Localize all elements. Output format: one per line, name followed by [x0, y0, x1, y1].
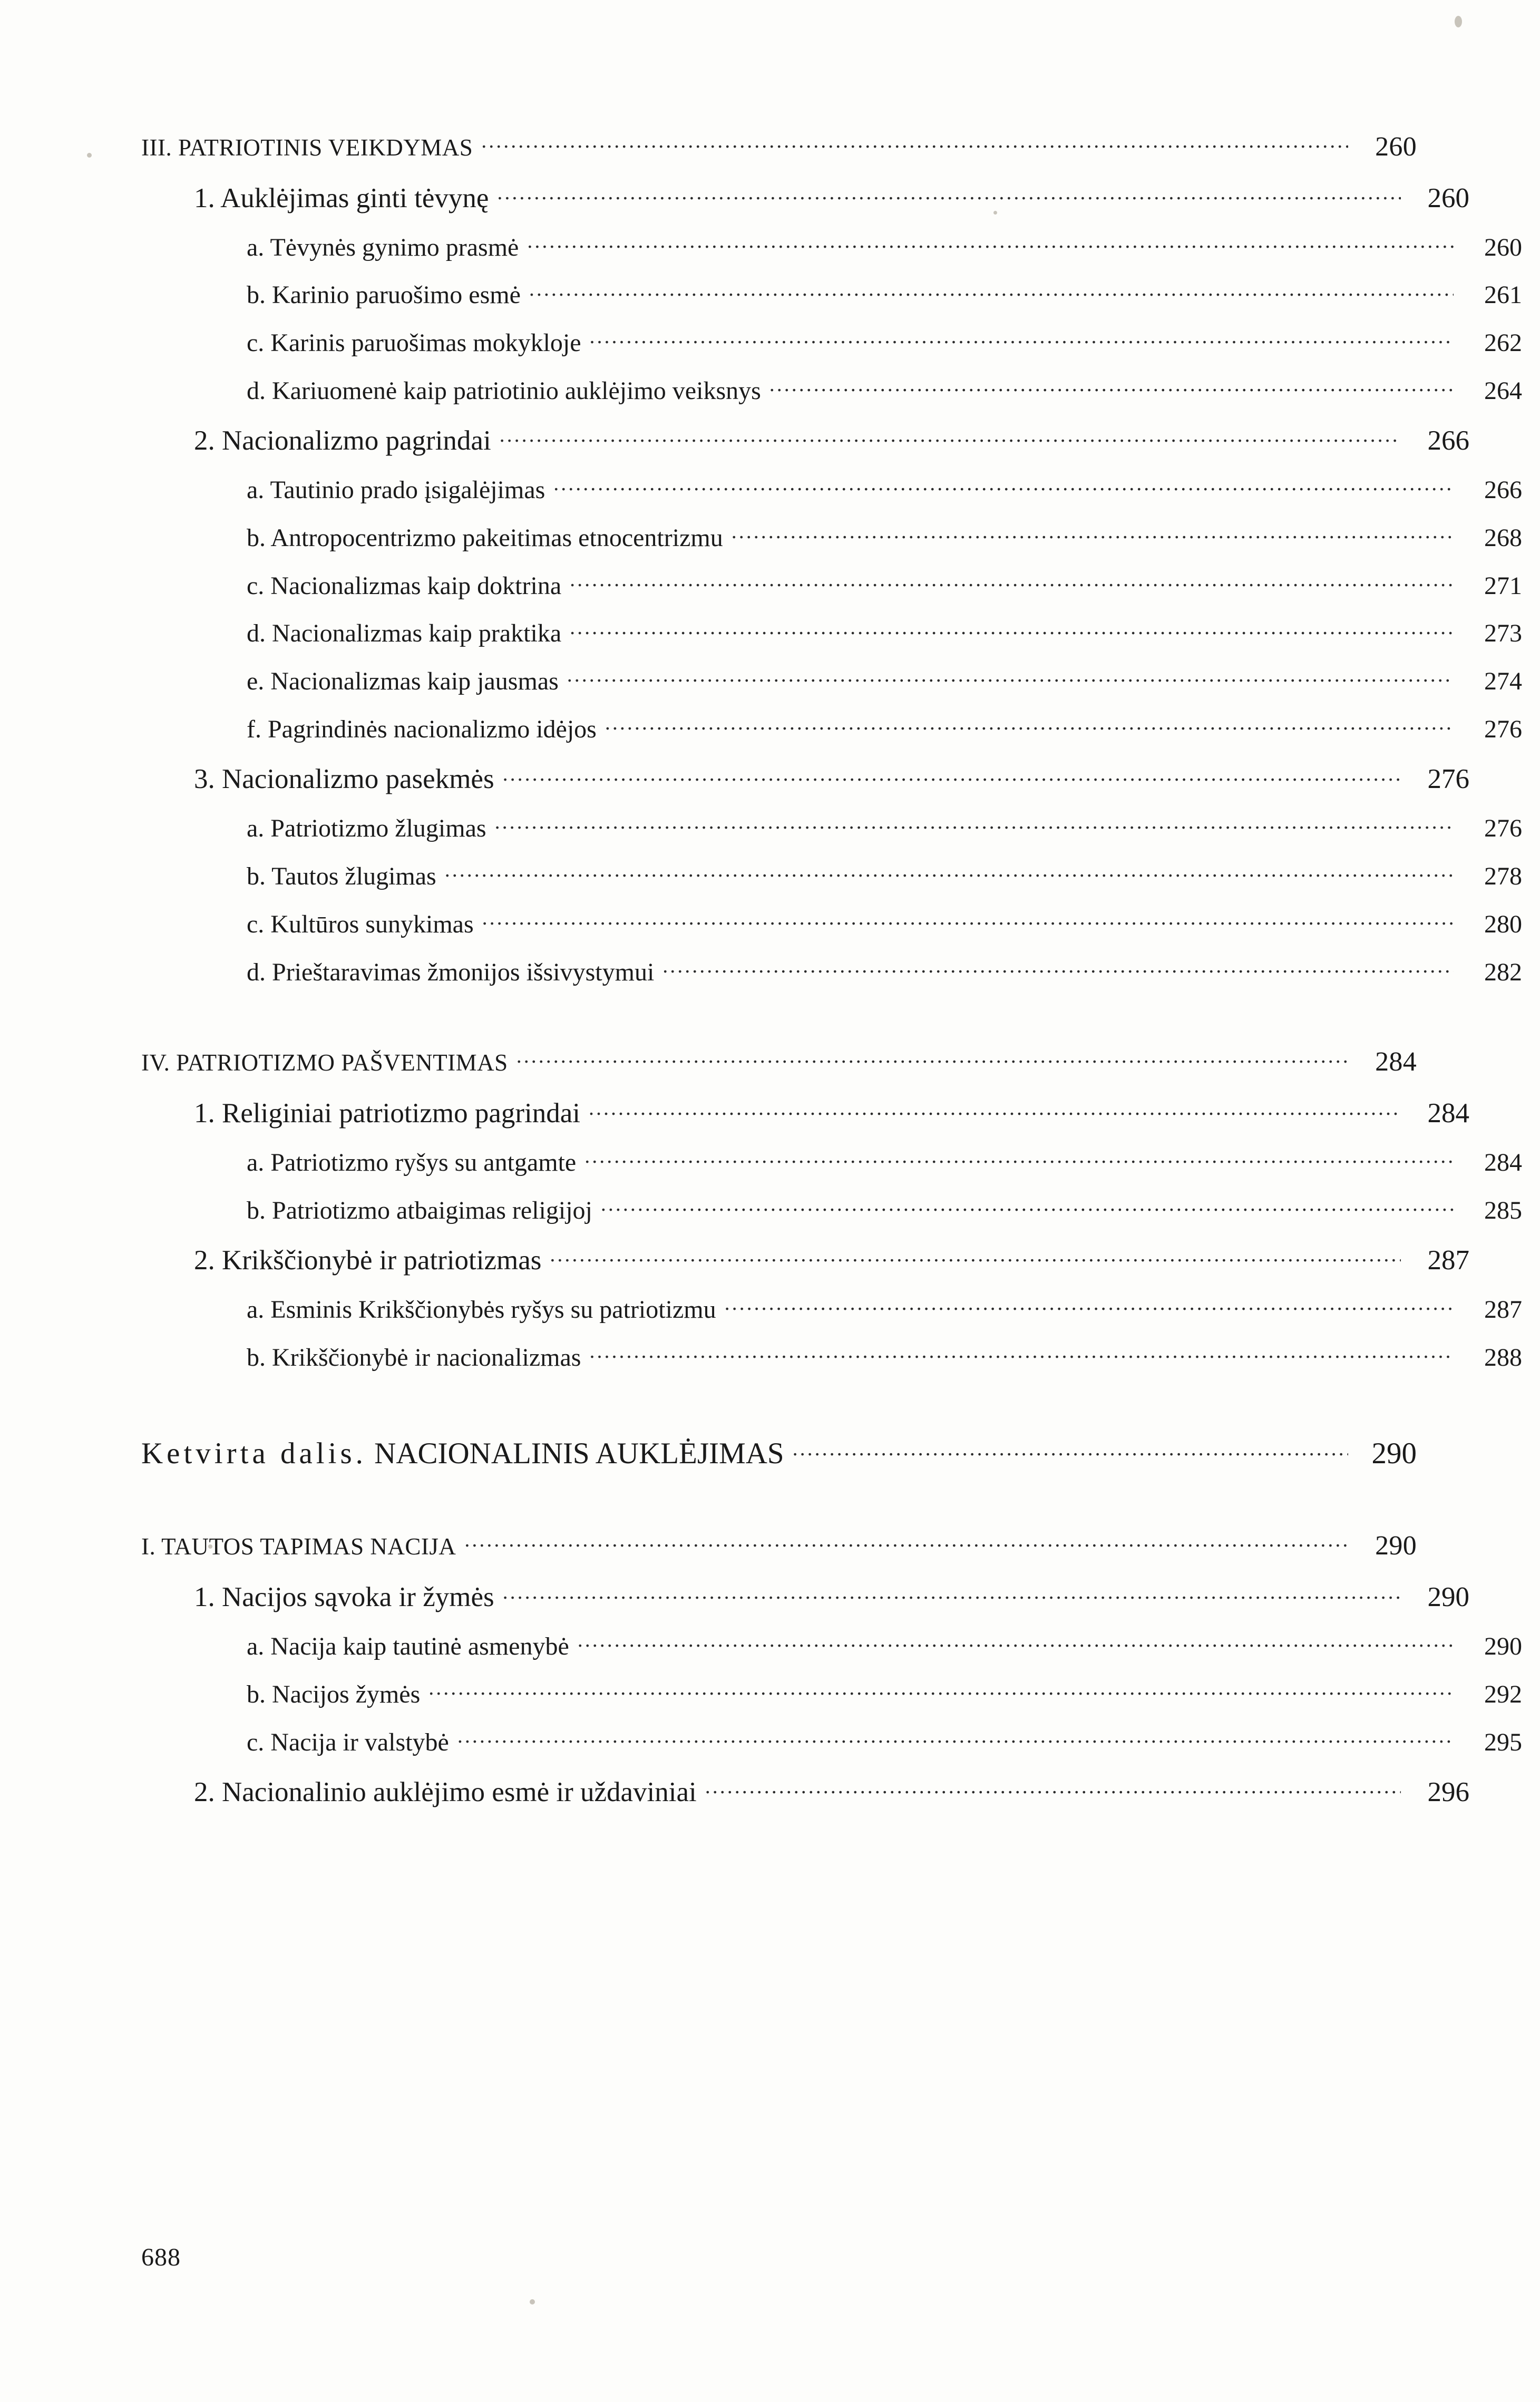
toc-leader-dots	[605, 709, 1454, 737]
toc-leader-dots	[497, 177, 1401, 207]
toc-entry-label: b. Antropocentrizmo pakeitimas etnocentrizmu	[247, 523, 723, 552]
toc-entry-page-number: 276	[1484, 715, 1522, 744]
toc-entry-label: 2. Krikščionybė ir patriotizmas	[194, 1245, 542, 1276]
toc-entry-label: d. Prieštaravimas žmonijos išsivystymui	[247, 958, 655, 986]
toc-leader-dots	[578, 1627, 1454, 1655]
toc-leader-dots	[503, 757, 1401, 788]
page-speck	[1455, 16, 1462, 27]
toc-entry-label: f. Pagrindinės nacionalizmo idėjos	[247, 715, 597, 744]
toc-group	[141, 1529, 1522, 1808]
toc-entry[interactable]	[141, 757, 1469, 795]
toc-entry-label: a. Esminis Krikščionybės ryšys su patriotizmu	[247, 1296, 716, 1324]
toc-entry-label: a. Nacija kaip tautinė asmenybė	[247, 1632, 569, 1661]
toc-entry[interactable]	[141, 614, 1522, 648]
toc-entry[interactable]	[141, 1143, 1522, 1177]
toc-leader-dots	[725, 1290, 1454, 1318]
toc-entry-page-number: 288	[1484, 1343, 1522, 1372]
toc-entry-page-number: 260	[1427, 182, 1469, 213]
toc-entry[interactable]	[141, 1191, 1522, 1225]
toc-entry-label: III. PATRIOTINIS VEIKDYMAS	[141, 134, 473, 161]
toc-entry[interactable]	[141, 905, 1522, 939]
toc-entry-page-number: 276	[1427, 764, 1469, 795]
toc-leader-dots	[567, 662, 1454, 689]
toc-entry-page-number: 287	[1484, 1296, 1522, 1324]
toc-leader-dots	[495, 809, 1454, 837]
toc-entry-label: e. Nacionalizmas kaip jausmas	[247, 667, 559, 696]
toc-entry-page-number: 261	[1484, 281, 1522, 309]
toc-entry-label: 3. Nacionalizmo pasekmės	[194, 764, 494, 795]
toc-entry-label: IV. PATRIOTIZMO PAŠVENTIMAS	[141, 1049, 508, 1076]
toc-entry[interactable]	[141, 371, 1522, 405]
toc-leader-dots	[481, 129, 1348, 155]
toc-entry-page-number: 278	[1484, 862, 1522, 890]
toc-leader-dots	[464, 1529, 1348, 1555]
toc-entry-page-number: 290	[1484, 1632, 1522, 1661]
toc-entry[interactable]	[141, 323, 1522, 357]
toc-entry-label: 1. Auklėjimas ginti tėvynę	[194, 182, 489, 213]
toc-entry[interactable]	[141, 177, 1469, 214]
toc-entry[interactable]	[141, 1576, 1469, 1613]
toc-entry-page-number: 290	[1371, 1436, 1417, 1470]
toc-entry-page-number: 276	[1484, 814, 1522, 843]
toc-entry-page-number: 260	[1484, 233, 1522, 261]
toc-leader-dots	[732, 518, 1454, 546]
toc-entry[interactable]	[141, 228, 1522, 262]
toc-entry[interactable]	[141, 1771, 1469, 1808]
toc-entry-label: 1. Nacijos sąvoka ir žymės	[194, 1582, 494, 1613]
toc-entry-page-number: 260	[1375, 131, 1417, 162]
toc-entry-label: c. Kultūros sunykimas	[247, 910, 474, 938]
toc-leader-dots	[500, 419, 1401, 450]
toc-leader-dots	[584, 1143, 1454, 1171]
toc-entry[interactable]	[141, 566, 1522, 600]
toc-leader-dots	[529, 276, 1454, 304]
toc-entry[interactable]	[141, 1045, 1417, 1078]
toc-entry[interactable]	[141, 129, 1417, 162]
toc-group-spacer	[141, 1000, 1417, 1045]
table-of-contents	[141, 129, 1522, 1822]
toc-leader-dots	[570, 614, 1454, 642]
toc-entry-page-number: 284	[1375, 1047, 1417, 1077]
toc-entry-page-number: 290	[1375, 1531, 1417, 1561]
toc-entry-label	[141, 1436, 792, 1471]
toc-entry-label: a. Tautinio prado įsigalėjimas	[247, 476, 545, 504]
toc-entry-page-number: 274	[1484, 667, 1522, 696]
toc-entry-page-number: 285	[1484, 1196, 1522, 1224]
toc-entry[interactable]	[141, 857, 1522, 891]
toc-leader-dots	[662, 952, 1454, 980]
toc-entry-label: d. Kariuomenė kaip patriotinio auklėjimo veiksnys	[247, 376, 761, 405]
toc-entry-label-spaced: Ketvirta dalis.	[141, 1436, 367, 1470]
toc-leader-dots	[457, 1723, 1454, 1751]
toc-leader-dots	[516, 1045, 1348, 1071]
toc-entry-label: c. Karinis paruošimas mokykloje	[247, 329, 581, 357]
toc-entry[interactable]	[141, 1092, 1469, 1129]
toc-entry-label: b. Tautos žlugimas	[247, 862, 436, 890]
page-speck	[530, 2299, 535, 2304]
toc-entry-label: 2. Nacionalinio auklėjimo esmė ir uždaviniai	[194, 1777, 697, 1807]
toc-entry-page-number: 266	[1484, 476, 1522, 504]
toc-entry-page-number: 295	[1484, 1728, 1522, 1756]
toc-leader-dots	[601, 1191, 1454, 1219]
toc-entry-label: 1. Religiniai patriotizmo pagrindai	[194, 1098, 580, 1129]
toc-entry-label: c. Nacija ir valstybė	[247, 1728, 449, 1756]
toc-entry[interactable]	[141, 470, 1522, 504]
toc-leader-dots	[428, 1675, 1454, 1703]
toc-leader-dots	[769, 371, 1454, 399]
toc-leader-dots	[527, 228, 1454, 256]
toc-leader-dots	[589, 1338, 1454, 1366]
toc-group-spacer	[141, 1484, 1417, 1529]
toc-leader-dots	[589, 1092, 1401, 1122]
toc-entry-label: b. Karinio paruošimo esmė	[247, 281, 521, 309]
toc-leader-dots	[590, 323, 1454, 351]
toc-entry-label: c. Nacionalizmas kaip doktrina	[247, 571, 562, 600]
toc-entry-page-number: 287	[1427, 1245, 1469, 1276]
toc-entry[interactable]	[141, 1290, 1522, 1324]
toc-entry-page-number: 273	[1484, 619, 1522, 648]
toc-entry-page-number: 296	[1427, 1777, 1469, 1807]
toc-entry-page-number: 264	[1484, 376, 1522, 405]
toc-entry[interactable]	[141, 709, 1522, 744]
toc-entry-label: b. Patriotizmo atbaigimas religijoj	[247, 1196, 592, 1224]
toc-leader-dots	[705, 1771, 1401, 1801]
toc-entry[interactable]	[141, 1675, 1522, 1709]
toc-entry-label: b. Nacijos žymės	[247, 1680, 421, 1708]
toc-entry-page-number: 262	[1484, 329, 1522, 357]
toc-leader-dots	[553, 470, 1454, 498]
toc-entry[interactable]	[141, 518, 1522, 552]
toc-entry-page-number: 266	[1427, 425, 1469, 456]
toc-leader-dots	[570, 566, 1454, 594]
toc-entry-label: b. Krikščionybė ir nacionalizmas	[247, 1343, 581, 1372]
toc-group-spacer	[141, 1386, 1417, 1430]
page-folio: 688	[141, 2243, 181, 2271]
toc-entry[interactable]	[141, 1529, 1417, 1562]
toc-leader-dots	[550, 1239, 1401, 1269]
toc-entry[interactable]	[141, 276, 1522, 310]
toc-group	[141, 129, 1522, 987]
toc-entry-page-number: 284	[1427, 1098, 1469, 1129]
toc-group	[141, 1045, 1522, 1372]
toc-section-group	[141, 129, 1522, 1808]
toc-entry-page-number: 292	[1484, 1680, 1522, 1708]
toc-entry[interactable]	[141, 419, 1469, 456]
toc-entry-label: a. Tėvynės gynimo prasmė	[247, 233, 519, 261]
toc-entry[interactable]	[141, 1239, 1469, 1276]
toc-entry-page-number: 282	[1484, 958, 1522, 986]
toc-entry-page-number: 271	[1484, 571, 1522, 600]
toc-entry-label: d. Nacionalizmas kaip praktika	[247, 619, 562, 648]
toc-entry-page-number: 268	[1484, 523, 1522, 552]
toc-entry-label: I. TAUTOS TAPIMAS NACIJA	[141, 1533, 456, 1560]
toc-entry[interactable]	[141, 1723, 1522, 1757]
toc-entry-page-number: 280	[1484, 910, 1522, 938]
toc-leader-dots	[445, 857, 1454, 884]
toc-entry-label: 2. Nacionalizmo pagrindai	[194, 425, 491, 456]
toc-leader-dots	[482, 905, 1454, 932]
toc-entry-label-rest: NACIONALINIS AUKLĖJIMAS	[366, 1436, 784, 1470]
toc-entry-label: a. Patriotizmo ryšys su antgamte	[247, 1149, 577, 1177]
page-speck	[87, 153, 92, 158]
toc-entry-page-number: 290	[1427, 1582, 1469, 1613]
toc-entry[interactable]	[141, 952, 1522, 987]
toc-entry[interactable]	[141, 662, 1522, 696]
toc-entry[interactable]	[141, 1430, 1417, 1471]
toc-leader-dots	[503, 1576, 1401, 1606]
toc-group	[141, 1430, 1417, 1471]
toc-entry-label: a. Patriotizmo žlugimas	[247, 814, 486, 843]
toc-entry[interactable]	[141, 1627, 1522, 1661]
toc-leader-dots	[793, 1430, 1348, 1463]
toc-entry[interactable]	[141, 809, 1522, 843]
toc-entry[interactable]	[141, 1338, 1522, 1372]
toc-entry-page-number: 284	[1484, 1149, 1522, 1177]
